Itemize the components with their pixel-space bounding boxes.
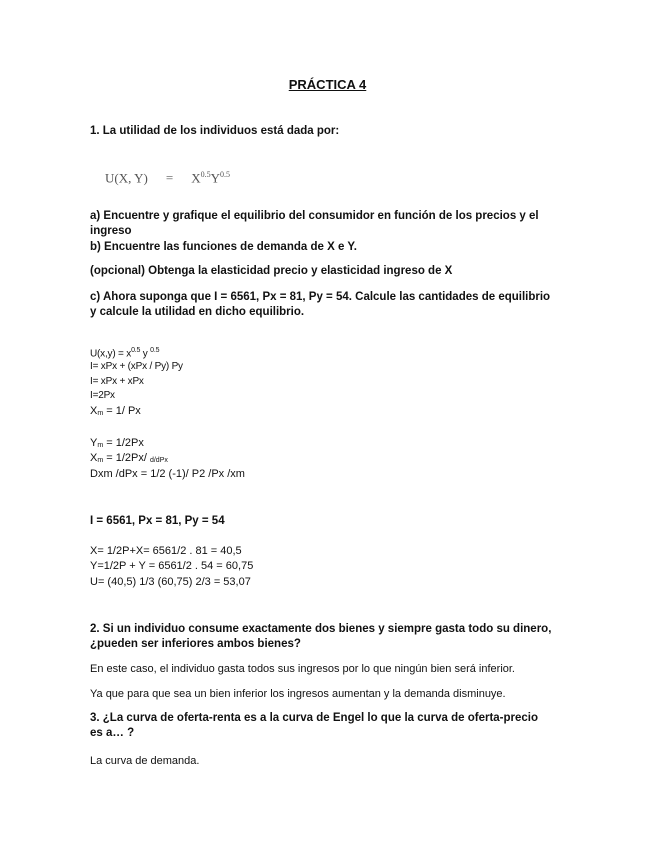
work-line-xm2-sub: m <box>97 457 104 464</box>
work-line-ym <box>90 437 144 449</box>
work-line-xm-var: X <box>90 405 98 417</box>
formula-x: X <box>191 170 201 186</box>
formula-y: Y <box>210 170 220 186</box>
formula-x-exponent: 0.5 <box>200 170 211 179</box>
work-result-x: X= 1/2P+X= 6561/2 . 81 = 40,5 <box>90 545 242 557</box>
work-line-utility-text: U(x,y) = x <box>90 348 132 360</box>
page-title: PRÁCTICA 4 <box>288 77 367 92</box>
formula-equals: = <box>165 170 174 186</box>
question-1-heading: 1. La utilidad de los individuos está dada por: <box>90 125 340 137</box>
work-line-utility <box>90 347 159 359</box>
question-1c-line1: c) Ahora suponga que I = 6561, Px = 81, Py = 54. Calcule las cantidades de equilibrio <box>90 291 551 303</box>
question-2-heading-line2: ¿pueden ser inferiores ambos bienes? <box>90 638 301 650</box>
question-1a-line2: ingreso <box>90 225 132 237</box>
utility-formula <box>105 170 230 186</box>
work-line-budget-simplified: I= xPx + xPx <box>90 376 144 387</box>
question-1b: b) Encuentre las funciones de demanda de X e Y. <box>90 241 357 253</box>
work-line-ym-var: Y <box>90 437 98 449</box>
question-1c-line2: y calcule la utilidad en dicho equilibrio. <box>90 306 305 318</box>
question-2-answer-1: En este caso, el individuo gasta todos sus ingresos por lo que ningún bien será inferior. <box>90 663 515 675</box>
question-3-answer: La curva de demanda. <box>90 755 200 767</box>
work-line-xm2-derivative: d/dPx <box>149 457 168 464</box>
work-line-xm <box>90 405 141 417</box>
work-given-values: I = 6561, Px = 81, Py = 54 <box>90 515 225 527</box>
work-line-budget: I= xPx + (xPx / Py) Py <box>90 361 183 372</box>
question-3-heading-line1: 3. ¿La curva de oferta-renta es a la curva de Engel lo que la curva de oferta-precio <box>90 712 539 724</box>
work-line-income: I=2Px <box>90 390 115 401</box>
question-2-answer-2: Ya que para que sea un bien inferior los ingresos aumentan y la demanda disminuye. <box>90 688 506 700</box>
work-line-xm2-var: X <box>90 452 98 464</box>
work-line-utility-exp-x: 0.5 <box>131 347 141 354</box>
work-line-xm2-value: = 1/2Px/ <box>103 452 150 464</box>
work-line-ym-value: = 1/2Px <box>103 437 144 449</box>
formula-y-exponent: 0.5 <box>219 170 230 179</box>
work-line-utility-y: y <box>140 348 151 360</box>
work-line-xm-derivative <box>90 452 168 464</box>
work-result-y: Y=1/2P + Y = 6561/2 . 54 = 60,75 <box>90 560 254 572</box>
question-1-optional: (opcional) Obtenga la elasticidad precio y elasticidad ingreso de X <box>90 265 453 277</box>
work-line-ym-sub: m <box>97 442 104 449</box>
question-1a-line1: a) Encuentre y grafique el equilibrio del consumidor en función de los precios y el <box>90 210 539 222</box>
work-line-elasticity: Dxm /dPx = 1/2 (-1)/ P2 /Px /xm <box>90 468 245 480</box>
work-line-xm-sub: m <box>97 410 104 417</box>
question-3-heading-line2: es a… ? <box>90 727 135 739</box>
work-result-u: U= (40,5) 1/3 (60,75) 2/3 = 53,07 <box>90 576 251 588</box>
question-2-heading-line1: 2. Si un individuo consume exactamente dos bienes y siempre gasta todo su dinero, <box>90 623 552 635</box>
work-line-xm-value: = 1/ Px <box>103 405 141 417</box>
work-line-utility-exp-y: 0.5 <box>150 347 160 354</box>
formula-lhs: U(X, Y) <box>105 170 148 186</box>
